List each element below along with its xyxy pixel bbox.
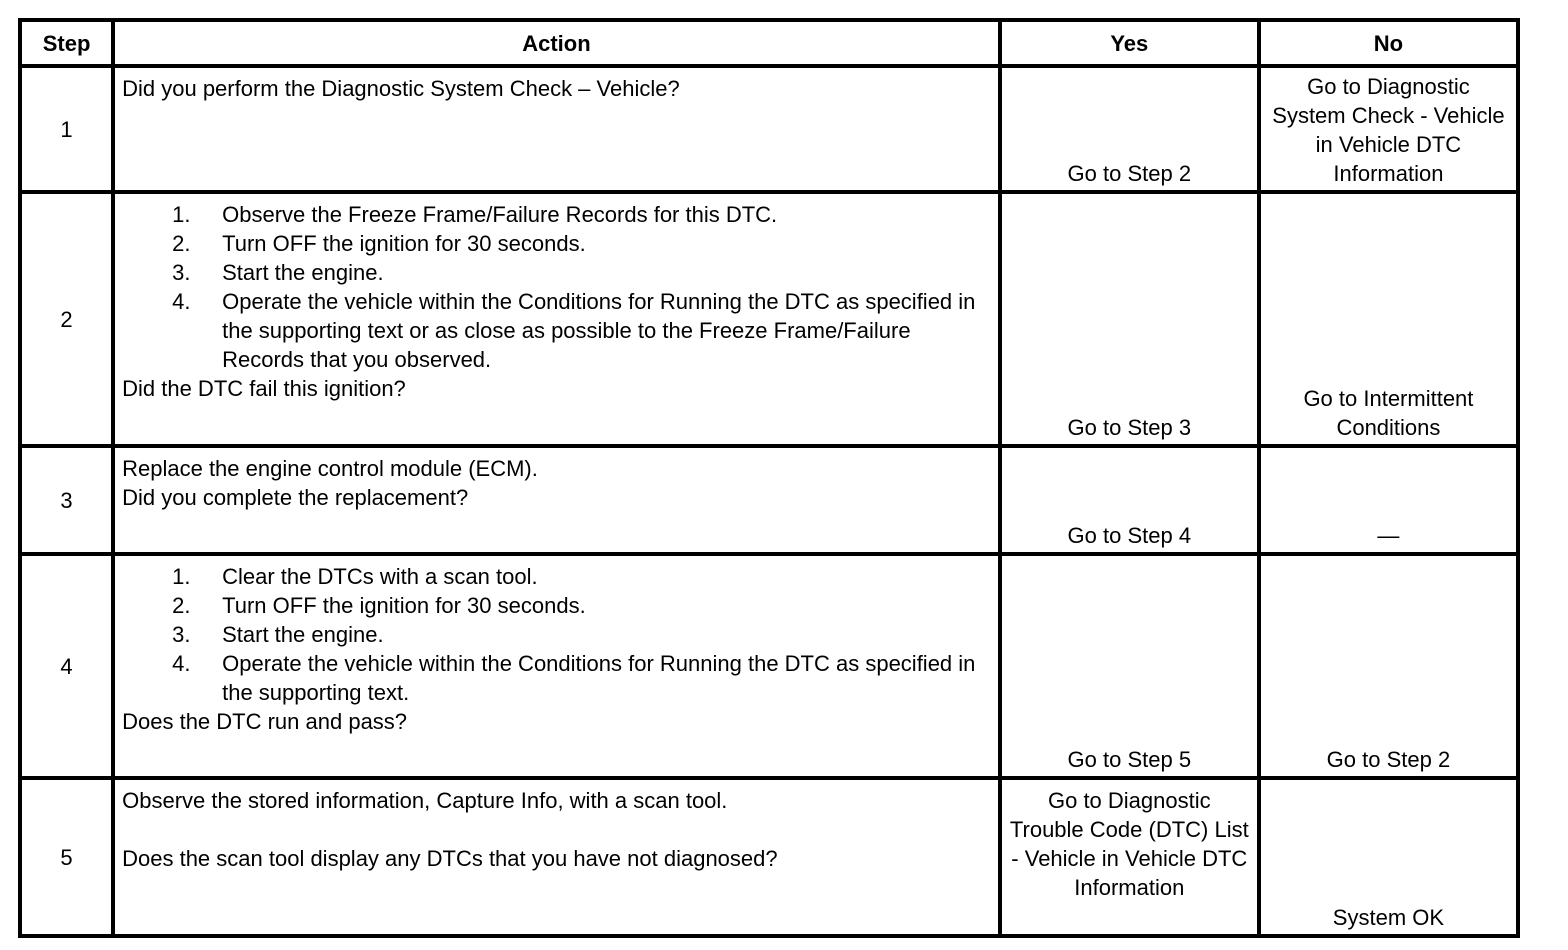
list-item-number: 2. [172, 231, 191, 256]
step-number: 3 [20, 446, 113, 554]
list-item-text: Start the engine. [222, 260, 384, 285]
action-question: Does the scan tool display any DTCs that you have not diagnosed? [122, 846, 778, 871]
no-cell[interactable]: Go to Diagnostic System Check - Vehicle in Vehicle DTC Information [1259, 66, 1518, 192]
header-step: Step [20, 20, 113, 66]
list-item-number: 3. [172, 260, 191, 285]
list-item [172, 620, 992, 649]
table-row-step-5 [20, 778, 1518, 936]
action-cell [113, 66, 1000, 192]
list-item-text: Operate the vehicle within the Conditions for Running the DTC as specified in the supporting text. [222, 651, 976, 705]
table-header-row [20, 20, 1518, 66]
list-item [172, 649, 992, 707]
step-number: 2 [20, 192, 113, 446]
list-item-text: Turn OFF the ignition for 30 seconds. [222, 231, 586, 256]
action-question: Does the DTC run and pass? [122, 709, 408, 734]
table-row-step-3 [20, 446, 1518, 554]
list-item-text: Turn OFF the ignition for 30 seconds. [222, 593, 586, 618]
step-number: 1 [20, 66, 113, 192]
no-cell: — [1259, 446, 1518, 554]
action-text: Replace the engine control module (ECM). [122, 456, 538, 481]
diagnostic-table [18, 18, 1520, 938]
list-item-number: 1. [172, 202, 191, 227]
list-item-text: Start the engine. [222, 622, 384, 647]
yes-cell[interactable]: Go to Step 2 [1000, 66, 1259, 192]
list-item-number: 3. [172, 622, 191, 647]
list-item-number: 2. [172, 593, 191, 618]
table-row-step-2 [20, 192, 1518, 446]
yes-cell[interactable]: Go to Step 5 [1000, 554, 1259, 778]
header-no: No [1259, 20, 1518, 66]
action-question: Did you complete the replacement? [122, 485, 469, 510]
action-cell [113, 554, 1000, 778]
step-number: 5 [20, 778, 113, 936]
list-item-text: Clear the DTCs with a scan tool. [222, 564, 538, 589]
action-text: Did you perform the Diagnostic System Check – Vehicle? [122, 76, 680, 101]
list-item-text: Observe the Freeze Frame/Failure Records for this DTC. [222, 202, 778, 227]
list-item [172, 591, 992, 620]
yes-cell[interactable]: Go to Step 4 [1000, 446, 1259, 554]
spacer [122, 815, 992, 844]
list-item-number: 4. [172, 289, 191, 314]
list-item [172, 229, 992, 258]
yes-cell[interactable]: Go to Diagnostic Trouble Code (DTC) List - Vehicle in Vehicle DTC Information [1000, 778, 1259, 936]
no-cell[interactable]: Go to Intermittent Conditions [1259, 192, 1518, 446]
step-number: 4 [20, 554, 113, 778]
action-question: Did the DTC fail this ignition? [122, 376, 406, 401]
table-row-step-1 [20, 66, 1518, 192]
action-cell [113, 192, 1000, 446]
yes-cell[interactable]: Go to Step 3 [1000, 192, 1259, 446]
table-row-step-4 [20, 554, 1518, 778]
action-steps-list [122, 562, 992, 707]
action-cell [113, 446, 1000, 554]
list-item-text: Operate the vehicle within the Conditions for Running the DTC as specified in the supporting text or as close as possible to the Freeze Frame/Failure Records that you observed. [222, 289, 976, 372]
action-cell [113, 778, 1000, 936]
list-item-number: 1. [172, 564, 191, 589]
list-item [172, 562, 992, 591]
header-action: Action [113, 20, 1000, 66]
list-item [172, 200, 992, 229]
no-cell[interactable]: Go to Step 2 [1259, 554, 1518, 778]
list-item-number: 4. [172, 651, 191, 676]
header-yes: Yes [1000, 20, 1259, 66]
list-item [172, 258, 992, 287]
list-item [172, 287, 992, 374]
action-steps-list [122, 200, 992, 374]
action-text: Observe the stored information, Capture Info, with a scan tool. [122, 788, 728, 813]
no-cell[interactable]: System OK [1259, 778, 1518, 936]
